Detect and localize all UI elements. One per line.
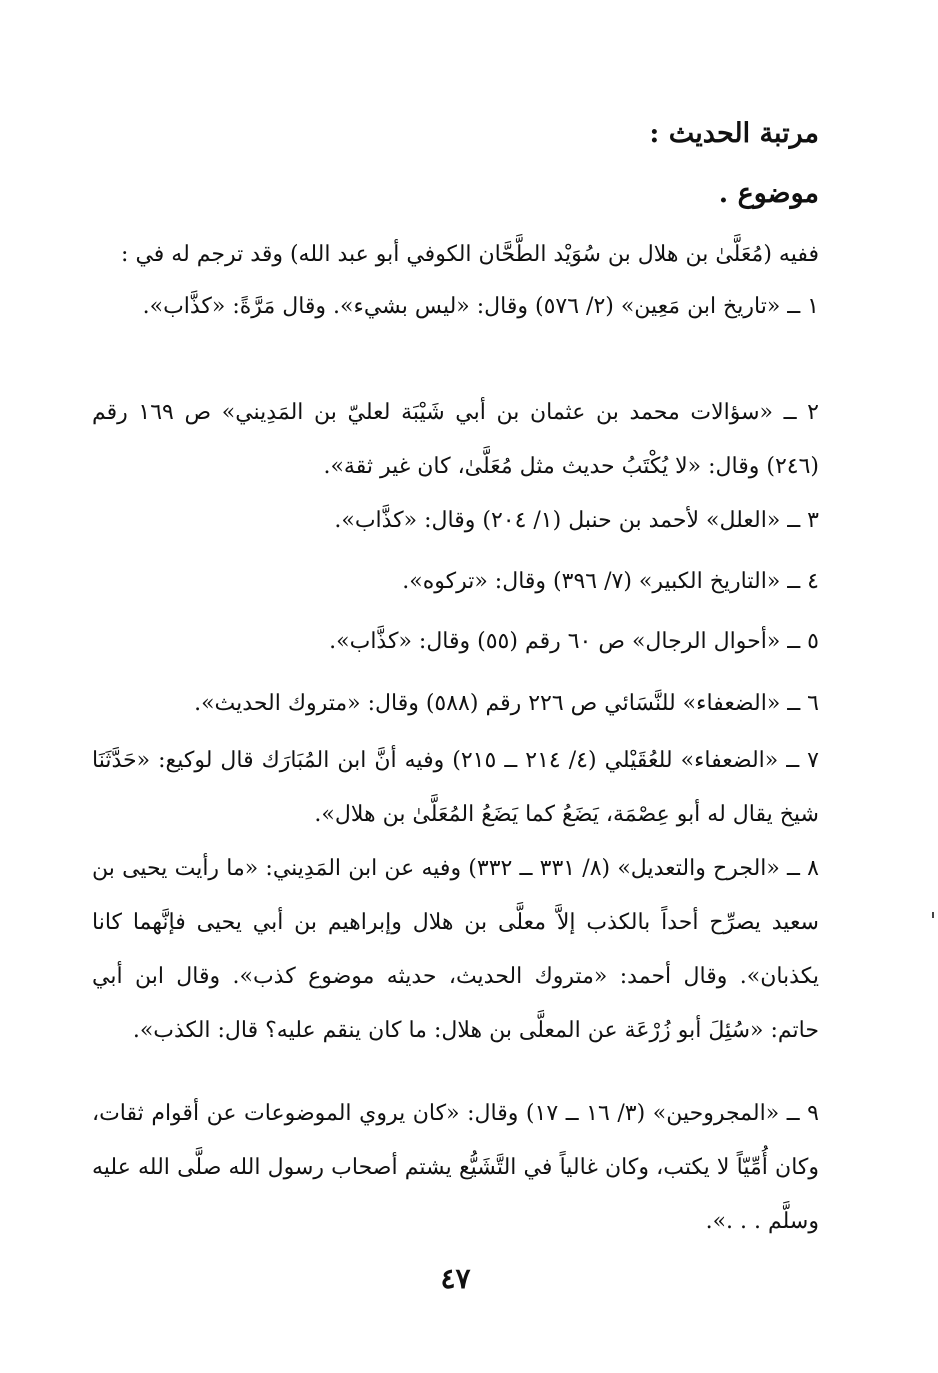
entry-5: ٥ ــ «أحوال الرجال» ص ٦٠ رقم (٥٥) وقال: «كذَّاب». xyxy=(329,629,819,654)
entry-9: ٩ ــ «المجروحين» (٣/ ١٦ ــ ١٧) وقال: «كان يروي الموضوعات عن أقوام ثقات، وكان أُمِّيّاً لا يكتب، وكان غالياً في التَّشَيُّع يشتم أصحاب رسول الله صلَّى الله عليه وسلَّم . . .». xyxy=(92,1101,819,1234)
entry-7: ٧ ــ «الضعفاء» للعُقَيْلي (٤/ ٢١٤ ــ ٢١٥) وفيه أنَّ ابن المُبَارَك قال لوكيع: «حَدَّثَنَا شيخ يقال له أبو عِصْمَة، يَضَعُ كما يَضَعُ المُعَلَّىٰ بن هلال». xyxy=(92,748,819,827)
section-heading: مرتبة الحديث : xyxy=(649,118,819,149)
entry-4: ٤ ــ «التاريخ الكبير» (٧/ ٣٩٦) وقال: «تركوه». xyxy=(402,569,819,594)
hadith-grade: موضوع . xyxy=(718,178,819,209)
entry-6: ٦ ــ «الضعفاء» للنَّسَائي ص ٢٢٦ رقم (٥٨٨) وقال: «متروك الحديث». xyxy=(194,691,819,716)
entry-1: ١ ــ «تاريخ ابن مَعِين» (٢/ ٥٧٦) وقال: «ليس بشيء». وقال مَرَّةً: «كذَّاب». xyxy=(142,294,819,319)
margin-mark xyxy=(932,912,934,918)
intro-paragraph: ففيه (مُعَلَّىٰ بن هلال بن سُوَيْد الطَّحَّان الكوفي أبو عبد الله) وقد ترجم له في : xyxy=(121,242,819,267)
entry-8: ٨ ــ «الجرح والتعديل» (٨/ ٣٣١ ــ ٣٣٢) وفيه عن ابن المَدِيني: «ما رأيت يحيى بن سعيد يصرِّح أحداً بالكذب إلاَّ معلَّى بن هلال وإبراهيم بن أبي يحيى فإنَّهما كانا يكذبان». وقال أحمد: «متروك الحديث، حديثه موضوع كذب». وقال ابن أبي حاتم: «سُئِلَ أبو زُرْعَة عن المعلَّى بن هلال: ما كان ينقم عليه؟ قال: الكذب». xyxy=(92,856,819,1043)
entry-3: ٣ ــ «العلل» لأحمد بن حنبل (١/ ٢٠٤) وقال: «كذَّاب». xyxy=(334,508,819,533)
page-number: ٤٧ xyxy=(440,1262,471,1295)
entry-2: ٢ ــ «سؤالات محمد بن عثمان بن أبي شَيْبَة لعليّ بن المَدِيني» ص ١٦٩ رقم (٢٤٦) وقال: «لا يُكْتَبُ حديث مثل مُعَلَّىٰ، كان غير ثقة». xyxy=(92,400,819,479)
book-page xyxy=(92,0,819,1373)
